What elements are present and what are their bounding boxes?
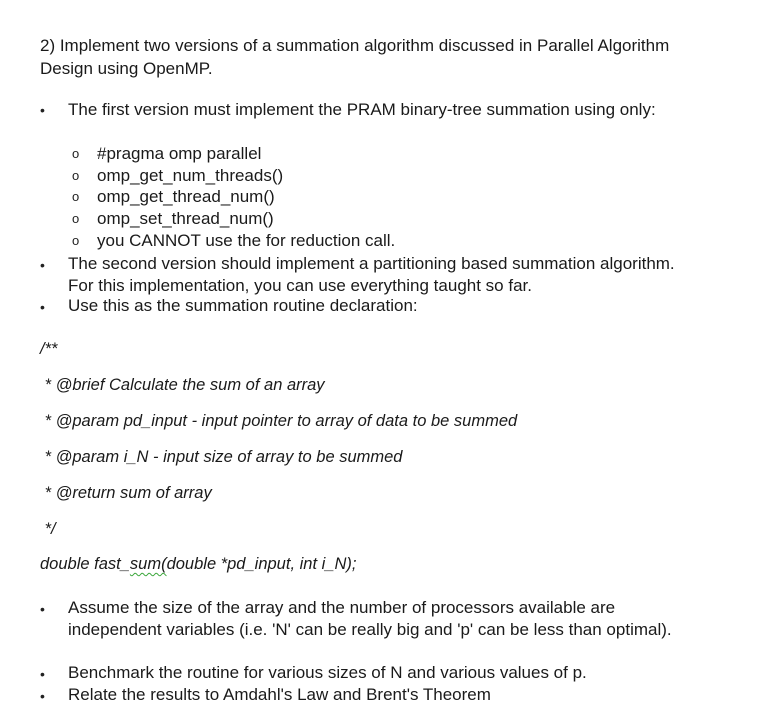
bullet-relate-results: Relate the results to Amdahl's Law and Brent's Theorem	[68, 685, 491, 704]
sub-bullet-marker: o	[72, 189, 80, 204]
spellcheck-underlined-word: sum(	[129, 555, 167, 573]
code-declaration-params: double *pd_input, int i_N);	[166, 555, 357, 573]
code-comment-close: */	[40, 520, 56, 538]
code-return: * @return sum of array	[40, 484, 212, 502]
sub-bullet-marker: o	[72, 168, 80, 183]
code-comment-open: /**	[40, 340, 58, 358]
sub-item-get-thread-num: omp_get_thread_num()	[97, 187, 275, 206]
code-declaration	[40, 553, 356, 575]
bullet-marker: •	[40, 102, 45, 118]
sub-item-no-reduction: you CANNOT use the for reduction call.	[97, 231, 396, 250]
sub-bullet-marker: o	[72, 211, 80, 226]
bullet-assume-size: Assume the size of the array and the number of processors available are independent variables (i.e. 'N' can be really big and 'p' can be less than optimal).	[68, 598, 672, 639]
code-declaration-prefix: double fast_	[40, 555, 130, 573]
sub-bullet-marker: o	[72, 146, 80, 161]
sub-item-set-thread-num: omp_set_thread_num()	[97, 209, 274, 228]
bullet-second-version: The second version should implement a partitioning based summation algorithm. For this implementation, you can use everything taught so far.	[68, 254, 675, 295]
bullet-marker: •	[40, 666, 45, 682]
bullet-first-version: The first version must implement the PRAM binary-tree summation using only:	[68, 100, 656, 119]
sub-item-pragma: #pragma omp parallel	[97, 144, 262, 163]
question-heading: 2) Implement two versions of a summation algorithm discussed in Parallel Algorithm Design using OpenMP.	[40, 36, 670, 78]
bullet-benchmark: Benchmark the routine for various sizes of N and various values of p.	[68, 663, 587, 682]
code-param-n: * @param i_N - input size of array to be summed	[40, 448, 403, 466]
code-brief: * @brief Calculate the sum of an array	[40, 376, 325, 394]
sub-item-get-num-threads: omp_get_num_threads()	[97, 166, 284, 185]
sub-bullet-marker: o	[72, 233, 80, 248]
bullet-marker: •	[40, 688, 45, 704]
code-param-input: * @param pd_input - input pointer to array of data to be summed	[40, 412, 518, 430]
bullet-marker: •	[40, 601, 45, 617]
bullet-marker: •	[40, 299, 45, 315]
bullet-declaration: Use this as the summation routine declaration:	[68, 296, 418, 315]
bullet-marker: •	[40, 257, 45, 273]
